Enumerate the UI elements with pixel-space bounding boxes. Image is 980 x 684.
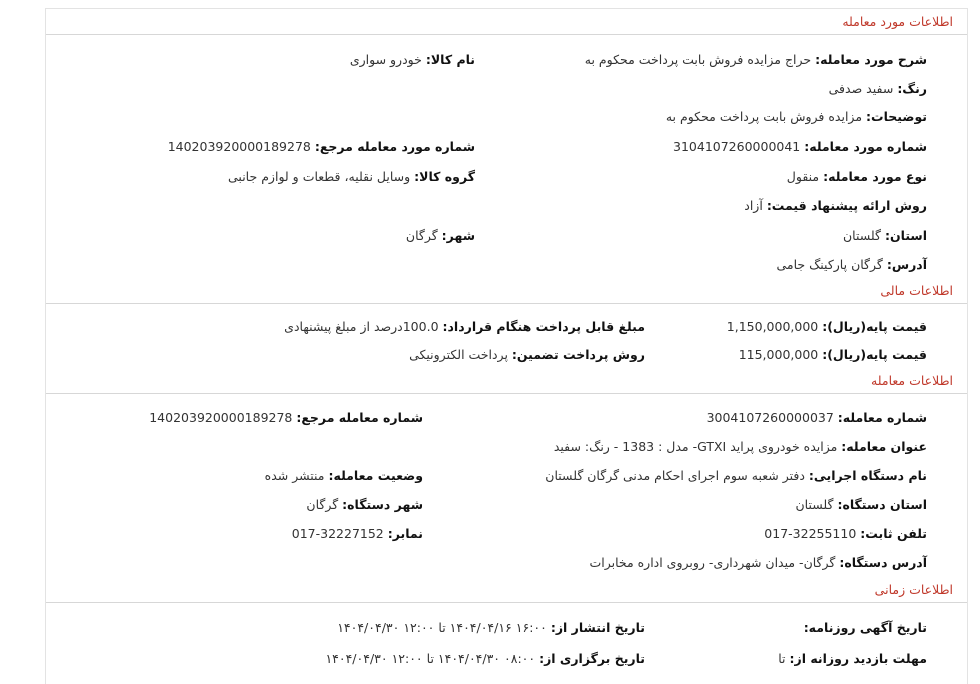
section-item-title: اطلاعات مورد معامله	[842, 14, 953, 29]
org-phone-value: 017-32255110	[764, 526, 857, 541]
executive-org-label: نام دستگاه اجرایی:	[808, 468, 927, 483]
contract-payment	[284, 318, 645, 336]
base-price-label: قیمت پایه(ریال):	[822, 319, 927, 334]
section-time-header	[46, 577, 967, 603]
item-province-value: گلستان	[842, 228, 881, 243]
item-notes-label: توضیحات:	[866, 109, 927, 124]
item-type-value: منقول	[786, 169, 820, 184]
section-time-title: اطلاعات زمانی	[874, 582, 953, 597]
contract-payment-value: 100.0درصد از مبلغ پیشنهادی	[284, 319, 439, 334]
item-province-label: استان:	[884, 228, 927, 243]
hold-date-value: ۰۸:۰۰ ۱۴۰۴/۰۴/۳۰ تا ۱۲:۰۰ ۱۴۰۴/۰۴/۳۰	[325, 651, 536, 666]
org-fax	[292, 525, 423, 543]
goods-name	[350, 51, 475, 69]
item-number	[673, 138, 927, 156]
newspaper-date-label: تاریخ آگهی روزنامه:	[803, 620, 927, 635]
transaction-ref-value: 140203920000189278	[149, 410, 293, 425]
publish-date-label: تاریخ انتشار از:	[550, 620, 645, 635]
base-price-value: 1,150,000,000	[726, 319, 819, 334]
goods-name-label: نام کالا:	[425, 52, 475, 67]
org-address-label: آدرس دستگاه:	[839, 555, 927, 570]
hold-date-label: تاریخ برگزاری از:	[539, 651, 645, 666]
item-notes	[666, 108, 927, 126]
base-price	[727, 318, 927, 336]
transaction-number-value: 3004107260000037	[706, 410, 834, 425]
item-city	[406, 227, 475, 245]
item-ref-number-label: شماره مورد معامله مرجع:	[314, 139, 475, 154]
org-fax-value: 017-32227152	[291, 526, 384, 541]
section-transaction-title: اطلاعات معامله	[871, 373, 953, 388]
price-method-label: روش ارائه پیشنهاد قیمت:	[766, 198, 927, 213]
section-financial-header	[46, 278, 967, 304]
item-address	[776, 256, 927, 274]
item-address-label: آدرس:	[886, 257, 927, 272]
section-item-header	[46, 9, 967, 35]
item-province	[843, 227, 927, 245]
publish-date-value: ۱۶:۰۰ ۱۴۰۴/۰۴/۱۶ تا ۱۲:۰۰ ۱۴۰۴/۰۴/۳۰	[337, 620, 547, 635]
org-province-value: گلستان	[795, 497, 834, 512]
deposit-price	[739, 346, 927, 364]
transaction-ref	[149, 409, 423, 427]
item-color-label: رنگ:	[897, 81, 927, 96]
item-type	[787, 168, 927, 186]
org-city-label: شهر دستگاه:	[342, 497, 423, 512]
transaction-number	[707, 409, 927, 427]
transaction-number-label: شماره معامله:	[837, 410, 927, 425]
contract-payment-label: مبلغ قابل پرداخت هنگام قرارداد:	[442, 319, 645, 334]
newspaper-date	[804, 619, 927, 637]
item-desc-label: شرح مورد معامله:	[815, 52, 927, 67]
transaction-ref-label: شماره معامله مرجع:	[296, 410, 423, 425]
org-phone	[764, 525, 927, 543]
guarantee-method-value: پرداخت الکترونیکی	[409, 347, 508, 362]
org-city-value: گرگان	[306, 497, 339, 512]
goods-group	[228, 168, 475, 186]
item-desc	[585, 51, 927, 69]
price-method-value: آزاد	[744, 198, 763, 213]
transaction-status-value: منتشر شده	[264, 468, 325, 483]
item-city-label: شهر:	[441, 228, 475, 243]
item-type-label: نوع مورد معامله:	[823, 169, 927, 184]
item-city-value: گرگان	[405, 228, 438, 243]
visit-deadline	[778, 650, 927, 668]
deposit-price-label: قیمت پایه(ریال):	[822, 347, 927, 362]
transaction-status-label: وضعیت معامله:	[328, 468, 423, 483]
org-province	[795, 496, 927, 514]
item-number-value: 3104107260000041	[673, 139, 801, 154]
item-desc-value: حراج مزایده فروش بابت پرداخت محکوم به	[584, 52, 812, 67]
org-phone-label: تلفن ثابت:	[860, 526, 927, 541]
item-number-label: شماره مورد معامله:	[804, 139, 927, 154]
guarantee-method	[409, 346, 645, 364]
transaction-title-value: مزایده خودروی پراید GTXI- مدل : 1383 - رنگ: سفید	[553, 439, 838, 454]
price-method	[744, 197, 927, 215]
guarantee-method-label: روش پرداخت تضمین:	[511, 347, 645, 362]
goods-group-value: وسایل نقلیه، قطعات و لوازم جانبی	[228, 169, 411, 184]
executive-org	[545, 467, 927, 485]
goods-group-label: گروه کالا:	[414, 169, 475, 184]
item-notes-value: مزایده فروش بابت پرداخت محکوم به	[665, 109, 863, 124]
deposit-price-value: 115,000,000	[738, 347, 819, 362]
item-address-value: گرگان پارکینگ جامی	[776, 257, 883, 272]
section-financial-title: اطلاعات مالی	[880, 283, 953, 298]
item-color	[829, 80, 927, 98]
transaction-status	[265, 467, 423, 485]
item-ref-number	[168, 138, 475, 156]
org-address	[589, 554, 927, 572]
item-color-value: سفید صدفی	[828, 81, 894, 96]
org-city	[306, 496, 423, 514]
goods-name-value: خودرو سواری	[349, 52, 422, 67]
org-address-value: گرگان- میدان شهرداری- روبروی اداره مخابرات	[589, 555, 836, 570]
org-province-label: استان دستگاه:	[837, 497, 927, 512]
visit-deadline-label: مهلت بازدید روزانه از:	[789, 651, 927, 666]
transaction-title-label: عنوان معامله:	[841, 439, 927, 454]
executive-org-value: دفتر شعبه سوم اجرای احکام مدنی گرگان گلستان	[545, 468, 805, 483]
publish-date	[337, 619, 645, 637]
org-fax-label: نمابر:	[387, 526, 423, 541]
section-transaction-header	[46, 368, 967, 394]
visit-deadline-value: تا	[778, 651, 786, 666]
item-ref-number-value: 140203920000189278	[167, 139, 311, 154]
transaction-title	[554, 438, 927, 456]
hold-date	[325, 650, 645, 668]
